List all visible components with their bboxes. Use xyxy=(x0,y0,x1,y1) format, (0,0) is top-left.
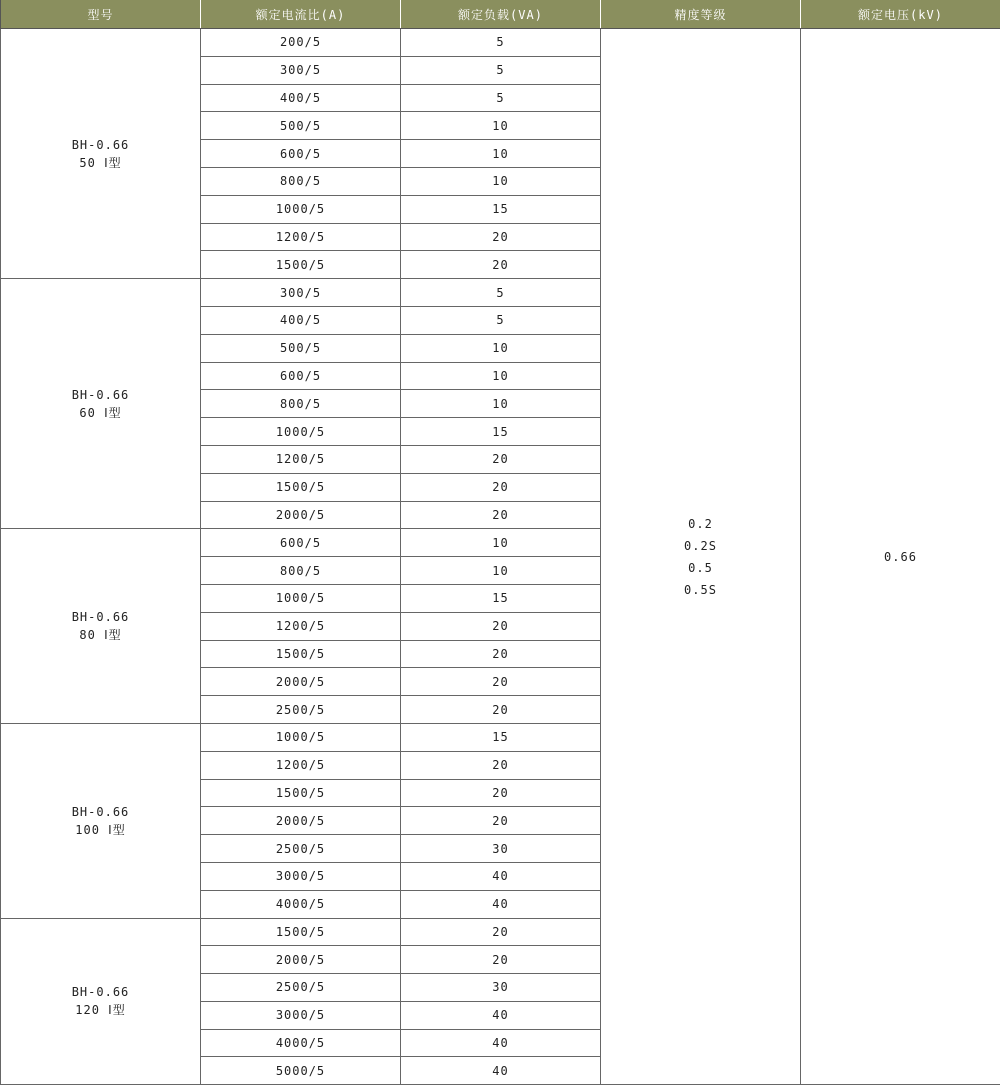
current-ratio-cell: 3000/5 xyxy=(201,862,401,890)
rated-load-cell: 20 xyxy=(401,612,601,640)
model-cell xyxy=(1,723,201,918)
rated-load-cell: 5 xyxy=(401,306,601,334)
rated-load-cell: 10 xyxy=(401,529,601,557)
rated-load-cell: 20 xyxy=(401,251,601,279)
table-body xyxy=(1,29,1000,1085)
accuracy-class-value: 0.5S xyxy=(601,579,800,601)
rated-load-cell: 40 xyxy=(401,1057,601,1085)
current-ratio-cell: 600/5 xyxy=(201,140,401,168)
rated-load-cell: 20 xyxy=(401,223,601,251)
rated-load-cell: 20 xyxy=(401,445,601,473)
accuracy-class-cell xyxy=(601,29,801,1085)
current-ratio-cell: 1500/5 xyxy=(201,779,401,807)
current-ratio-cell: 600/5 xyxy=(201,529,401,557)
current-ratio-cell: 600/5 xyxy=(201,362,401,390)
current-ratio-cell: 400/5 xyxy=(201,306,401,334)
rated-load-cell: 40 xyxy=(401,1029,601,1057)
current-ratio-cell: 200/5 xyxy=(201,29,401,57)
model-label: 60 Ⅰ型 xyxy=(1,404,200,422)
rated-load-cell: 20 xyxy=(401,473,601,501)
current-ratio-cell: 800/5 xyxy=(201,390,401,418)
current-ratio-cell: 500/5 xyxy=(201,334,401,362)
current-ratio-cell: 300/5 xyxy=(201,56,401,84)
rated-load-cell: 20 xyxy=(401,501,601,529)
rated-load-cell: 20 xyxy=(401,807,601,835)
current-ratio-cell: 1500/5 xyxy=(201,640,401,668)
model-label: BH-0.66 xyxy=(1,386,200,404)
rated-load-cell: 15 xyxy=(401,195,601,223)
rated-load-cell: 20 xyxy=(401,668,601,696)
current-ratio-cell: 1000/5 xyxy=(201,195,401,223)
header-model: 型号 xyxy=(1,0,201,29)
current-ratio-cell: 1200/5 xyxy=(201,223,401,251)
rated-load-cell: 5 xyxy=(401,56,601,84)
current-ratio-cell: 1000/5 xyxy=(201,584,401,612)
current-ratio-cell: 1500/5 xyxy=(201,251,401,279)
rated-load-cell: 30 xyxy=(401,835,601,863)
model-cell xyxy=(1,918,201,1085)
current-ratio-cell: 800/5 xyxy=(201,167,401,195)
current-ratio-cell: 1200/5 xyxy=(201,612,401,640)
table-header xyxy=(1,0,1000,29)
header-rated-voltage: 额定电压(kV) xyxy=(801,0,1000,29)
header-accuracy-class: 精度等级 xyxy=(601,0,801,29)
rated-load-cell: 10 xyxy=(401,390,601,418)
rated-load-cell: 10 xyxy=(401,112,601,140)
rated-load-cell: 10 xyxy=(401,362,601,390)
model-label: BH-0.66 xyxy=(1,803,200,821)
current-ratio-cell: 2000/5 xyxy=(201,946,401,974)
rated-load-cell: 5 xyxy=(401,84,601,112)
rated-load-cell: 10 xyxy=(401,334,601,362)
rated-load-cell: 15 xyxy=(401,723,601,751)
rated-load-cell: 5 xyxy=(401,29,601,57)
rated-voltage-cell: 0.66 xyxy=(801,29,1000,1085)
header-rated-load: 额定负载(VA) xyxy=(401,0,601,29)
current-ratio-cell: 400/5 xyxy=(201,84,401,112)
current-ratio-cell: 1200/5 xyxy=(201,751,401,779)
current-ratio-cell: 2000/5 xyxy=(201,807,401,835)
rated-load-cell: 15 xyxy=(401,584,601,612)
current-ratio-cell: 1200/5 xyxy=(201,445,401,473)
rated-load-cell: 30 xyxy=(401,974,601,1002)
accuracy-class-value: 0.2 xyxy=(601,513,800,535)
rated-load-cell: 20 xyxy=(401,946,601,974)
rated-load-cell: 40 xyxy=(401,1001,601,1029)
rated-load-cell: 20 xyxy=(401,696,601,724)
current-ratio-cell: 800/5 xyxy=(201,557,401,585)
rated-load-cell: 10 xyxy=(401,167,601,195)
current-ratio-cell: 2500/5 xyxy=(201,835,401,863)
current-ratio-cell: 5000/5 xyxy=(201,1057,401,1085)
current-ratio-cell: 500/5 xyxy=(201,112,401,140)
rated-load-cell: 20 xyxy=(401,918,601,946)
accuracy-class-value: 0.2S xyxy=(601,535,800,557)
model-label: BH-0.66 xyxy=(1,136,200,154)
current-ratio-cell: 3000/5 xyxy=(201,1001,401,1029)
model-label: 50 Ⅰ型 xyxy=(1,154,200,172)
rated-load-cell: 20 xyxy=(401,779,601,807)
header-current-ratio: 额定电流比(A) xyxy=(201,0,401,29)
accuracy-class-value: 0.5 xyxy=(601,557,800,579)
rated-load-cell: 15 xyxy=(401,418,601,446)
current-ratio-cell: 1500/5 xyxy=(201,918,401,946)
model-label: 100 Ⅰ型 xyxy=(1,821,200,839)
model-label: 80 Ⅰ型 xyxy=(1,626,200,644)
header-row xyxy=(1,0,1000,29)
current-ratio-cell: 4000/5 xyxy=(201,890,401,918)
current-ratio-cell: 300/5 xyxy=(201,279,401,307)
model-cell xyxy=(1,29,201,279)
current-ratio-cell: 1500/5 xyxy=(201,473,401,501)
table-row xyxy=(1,29,1000,57)
rated-load-cell: 40 xyxy=(401,890,601,918)
rated-load-cell: 10 xyxy=(401,140,601,168)
current-ratio-cell: 2000/5 xyxy=(201,668,401,696)
current-ratio-cell: 1000/5 xyxy=(201,723,401,751)
current-ratio-cell: 2000/5 xyxy=(201,501,401,529)
current-ratio-cell: 4000/5 xyxy=(201,1029,401,1057)
model-label: 120 Ⅰ型 xyxy=(1,1001,200,1019)
current-ratio-cell: 1000/5 xyxy=(201,418,401,446)
rated-load-cell: 40 xyxy=(401,862,601,890)
model-cell xyxy=(1,529,201,724)
model-label: BH-0.66 xyxy=(1,608,200,626)
rated-load-cell: 5 xyxy=(401,279,601,307)
rated-load-cell: 20 xyxy=(401,640,601,668)
model-label: BH-0.66 xyxy=(1,983,200,1001)
current-ratio-cell: 2500/5 xyxy=(201,974,401,1002)
current-ratio-cell: 2500/5 xyxy=(201,696,401,724)
model-cell xyxy=(1,279,201,529)
rated-load-cell: 20 xyxy=(401,751,601,779)
rated-load-cell: 10 xyxy=(401,557,601,585)
